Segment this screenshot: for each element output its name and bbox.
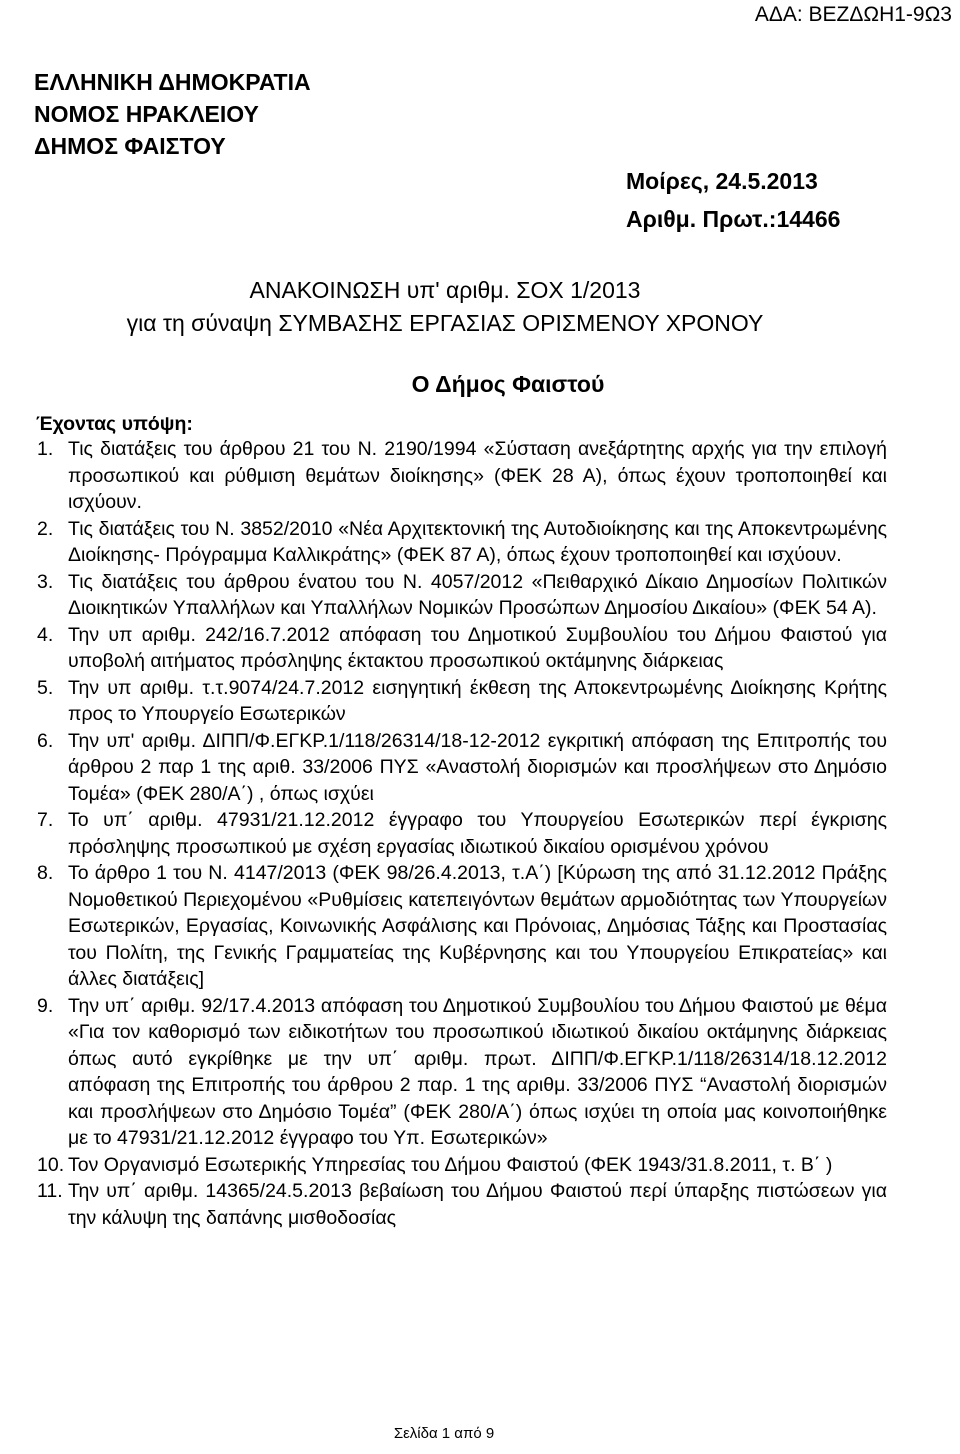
item-text: Την υπ΄ αριθμ. 14365/24.5.2013 βεβαίωση του Δήμου Φαιστού περί ύπαρξης πιστώσεων για την κάλυψη της δαπάνης μισθοδοσίας (68, 1180, 887, 1229)
place-date: Μοίρες, 24.5.2013 (626, 168, 818, 194)
considering-label: Έχοντας υπόψη: (36, 413, 193, 435)
item-number: 3. (37, 570, 54, 593)
list-item (37, 436, 887, 516)
item-text: Την υπ΄ αριθμ. 92/17.4.2013 απόφαση του Δημοτικού Συμβουλίου του Δήμου Φαιστού με θέμα «Για τον καθορισμό των ειδικοτήτων του προσωπικού ιδιωτικού δικαίου οκτάμηνης διάρκειας όπως αυτό εγκρίθηκε με την υπ΄ αριθμ. πρωτ. ΔΙΠΠ/Φ.ΕΓΚΡ.1/118/26314/18.12.2012 απόφαση της Επιτροπής του άρθρου 2 παρ. 1 της αριθμ. 33/2006 ΠΥΣ “Αναστολή διορισμών και προσλήψεων στο Δημόσιο Τομέα” (ΦΕΚ 280/Α΄) όπως ισχύει τη οποία μας κοινοποιήθηκε με το 47931/21.12.2012 έγγραφο του Υπ. Εσωτερικών» (68, 994, 887, 1149)
issuer-line-republic: ΕΛΛΗΝΙΚΗ ΔΗΜΟΚΡΑΤΙΑ (34, 69, 311, 95)
item-text: Την υπ αριθμ. τ.τ.9074/24.7.2012 εισηγητική έκθεση της Αποκεντρωμένης Διοίκησης Κρήτης προς το Υπουργείο Εσωτερικών (68, 676, 887, 725)
issuer-line-prefecture: ΝΟΜΟΣ ΗΡΑΚΛΕΙΟΥ (34, 101, 259, 127)
list-item (37, 516, 887, 569)
issuer-block (34, 66, 311, 162)
item-text: Το υπ΄ αριθμ. 47931/21.12.2012 έγγραφο του Υπουργείου Εσωτερικών περί έγκρισης πρόσληψης προσωπικού με σχέση εργασίας ιδιωτικού δικαίου ορισμένου χρόνου (68, 809, 887, 858)
list-item (37, 569, 887, 622)
list-item (37, 1152, 887, 1179)
list-item (37, 728, 887, 808)
item-number: 5. (37, 676, 54, 699)
item-number: 9. (37, 994, 54, 1017)
item-number: 6. (37, 729, 54, 752)
announcement-title (0, 274, 890, 340)
item-number: 4. (37, 623, 54, 646)
item-number: 1. (37, 438, 54, 460)
item-number: 2. (37, 517, 54, 540)
announcement-title-line1: ΑΝΑΚΟΙΝΩΣΗ υπ' αριθμ. ΣΟΧ 1/2013 (249, 277, 641, 303)
authority-heading: Ο Δήμος Φαιστού (411, 371, 605, 397)
item-text: Το άρθρο 1 του Ν. 4147/2013 (ΦΕΚ 98/26.4.2013, τ.Α΄) [Κύρωση της από 31.12.2012 Πράξης Νομοθετικού Περιεχομένου «Ρυθμίσεις κατεπειγόντων θεμάτων αρμοδιότητας των Υπουργείων Εσωτερικών, Εργασίας, Κοινωνικής Ασφάλισης και Πρόνοιας, Δημόσιας Τάξης και Προστασίας του Πολίτη, της Γενικής Γραμματείας της Κυβέρνησης και του Υπουργείου Επικρατείας» και άλλες διατάξεις] (68, 862, 887, 990)
considerations-list (37, 436, 887, 1231)
list-item (37, 1178, 887, 1231)
list-item (37, 993, 887, 1152)
list-item (37, 860, 887, 993)
date-protocol-block (626, 162, 840, 238)
announcement-title-line2: για τη σύναψη ΣΥΜΒΑΣΗΣ ΕΡΓΑΣΙΑΣ ΟΡΙΣΜΕΝΟΥ ΧΡΟΝΟΥ (126, 310, 764, 336)
page-footer: Σελίδα 1 από 9 (393, 1425, 495, 1442)
item-text: Τις διατάξεις του Ν. 3852/2010 «Νέα Αρχιτεκτονική της Αυτοδιοίκησης και της Αποκεντρωμένης Διοίκησης- Πρόγραμμα Καλλικράτης» (ΦΕΚ 87 Α), όπως έχουν τροποποιηθεί και ισχύουν. (68, 517, 887, 566)
item-text: Τις διατάξεις του άρθρου ένατου του Ν. 4057/2012 «Πειθαρχικό Δίκαιο Δημοσίων Πολιτικών Διοικητικών Υπαλλήλων και Υπαλλήλων Νομικών Προσώπων Δημοσίου Δικαίου» (ΦΕΚ 54 Α). (68, 570, 887, 619)
list-item (37, 675, 887, 728)
item-number: 10. (37, 1153, 65, 1176)
item-text: Τις διατάξεις του άρθρου 21 του Ν. 2190/1994 «Σύσταση ανεξάρτητης αρχής για την επιλογή προσωπικού και ρύθμιση θεμάτων διοίκησης» (ΦΕΚ 28 Α), όπως έχουν τροποποιηθεί και ισχύουν. (68, 438, 887, 513)
item-text: Τον Οργανισμό Εσωτερικής Υπηρεσίας του Δήμου Φαιστού (ΦΕΚ 1943/31.8.2011, τ. Β΄ ) (68, 1153, 833, 1176)
item-text: Την υπ αριθμ. 242/16.7.2012 απόφαση του Δημοτικού Συμβουλίου του Δήμου Φαιστού για υποβολή αιτήματος πρόσληψης έκτακτου προσωπικού οκτάμηνης διάρκειας (68, 623, 887, 672)
item-number: 7. (37, 809, 54, 831)
item-number: 8. (37, 862, 54, 884)
issuer-line-municipality: ΔΗΜΟΣ ΦΑΙΣΤΟΥ (34, 133, 226, 159)
list-item (37, 622, 887, 675)
ada-code: ΑΔΑ: ΒΕΖΔΩΗ1-9Ω3 (754, 3, 952, 26)
item-text: Την υπ' αριθμ. ΔΙΠΠ/Φ.ΕΓΚΡ.1/118/26314/18-12-2012 εγκριτική απόφαση της Επιτροπής του άρθρου 2 παρ 1 της αριθ. 33/2006 ΠΥΣ «Αναστολή διορισμών και προσλήψεων στο Δημόσιο Τομέα» (ΦΕΚ 280/Α΄) , όπως ισχύει (68, 729, 887, 805)
list-item (37, 807, 887, 860)
protocol-number: Αριθμ. Πρωτ.:14466 (626, 206, 841, 232)
item-number: 11. (37, 1180, 63, 1202)
